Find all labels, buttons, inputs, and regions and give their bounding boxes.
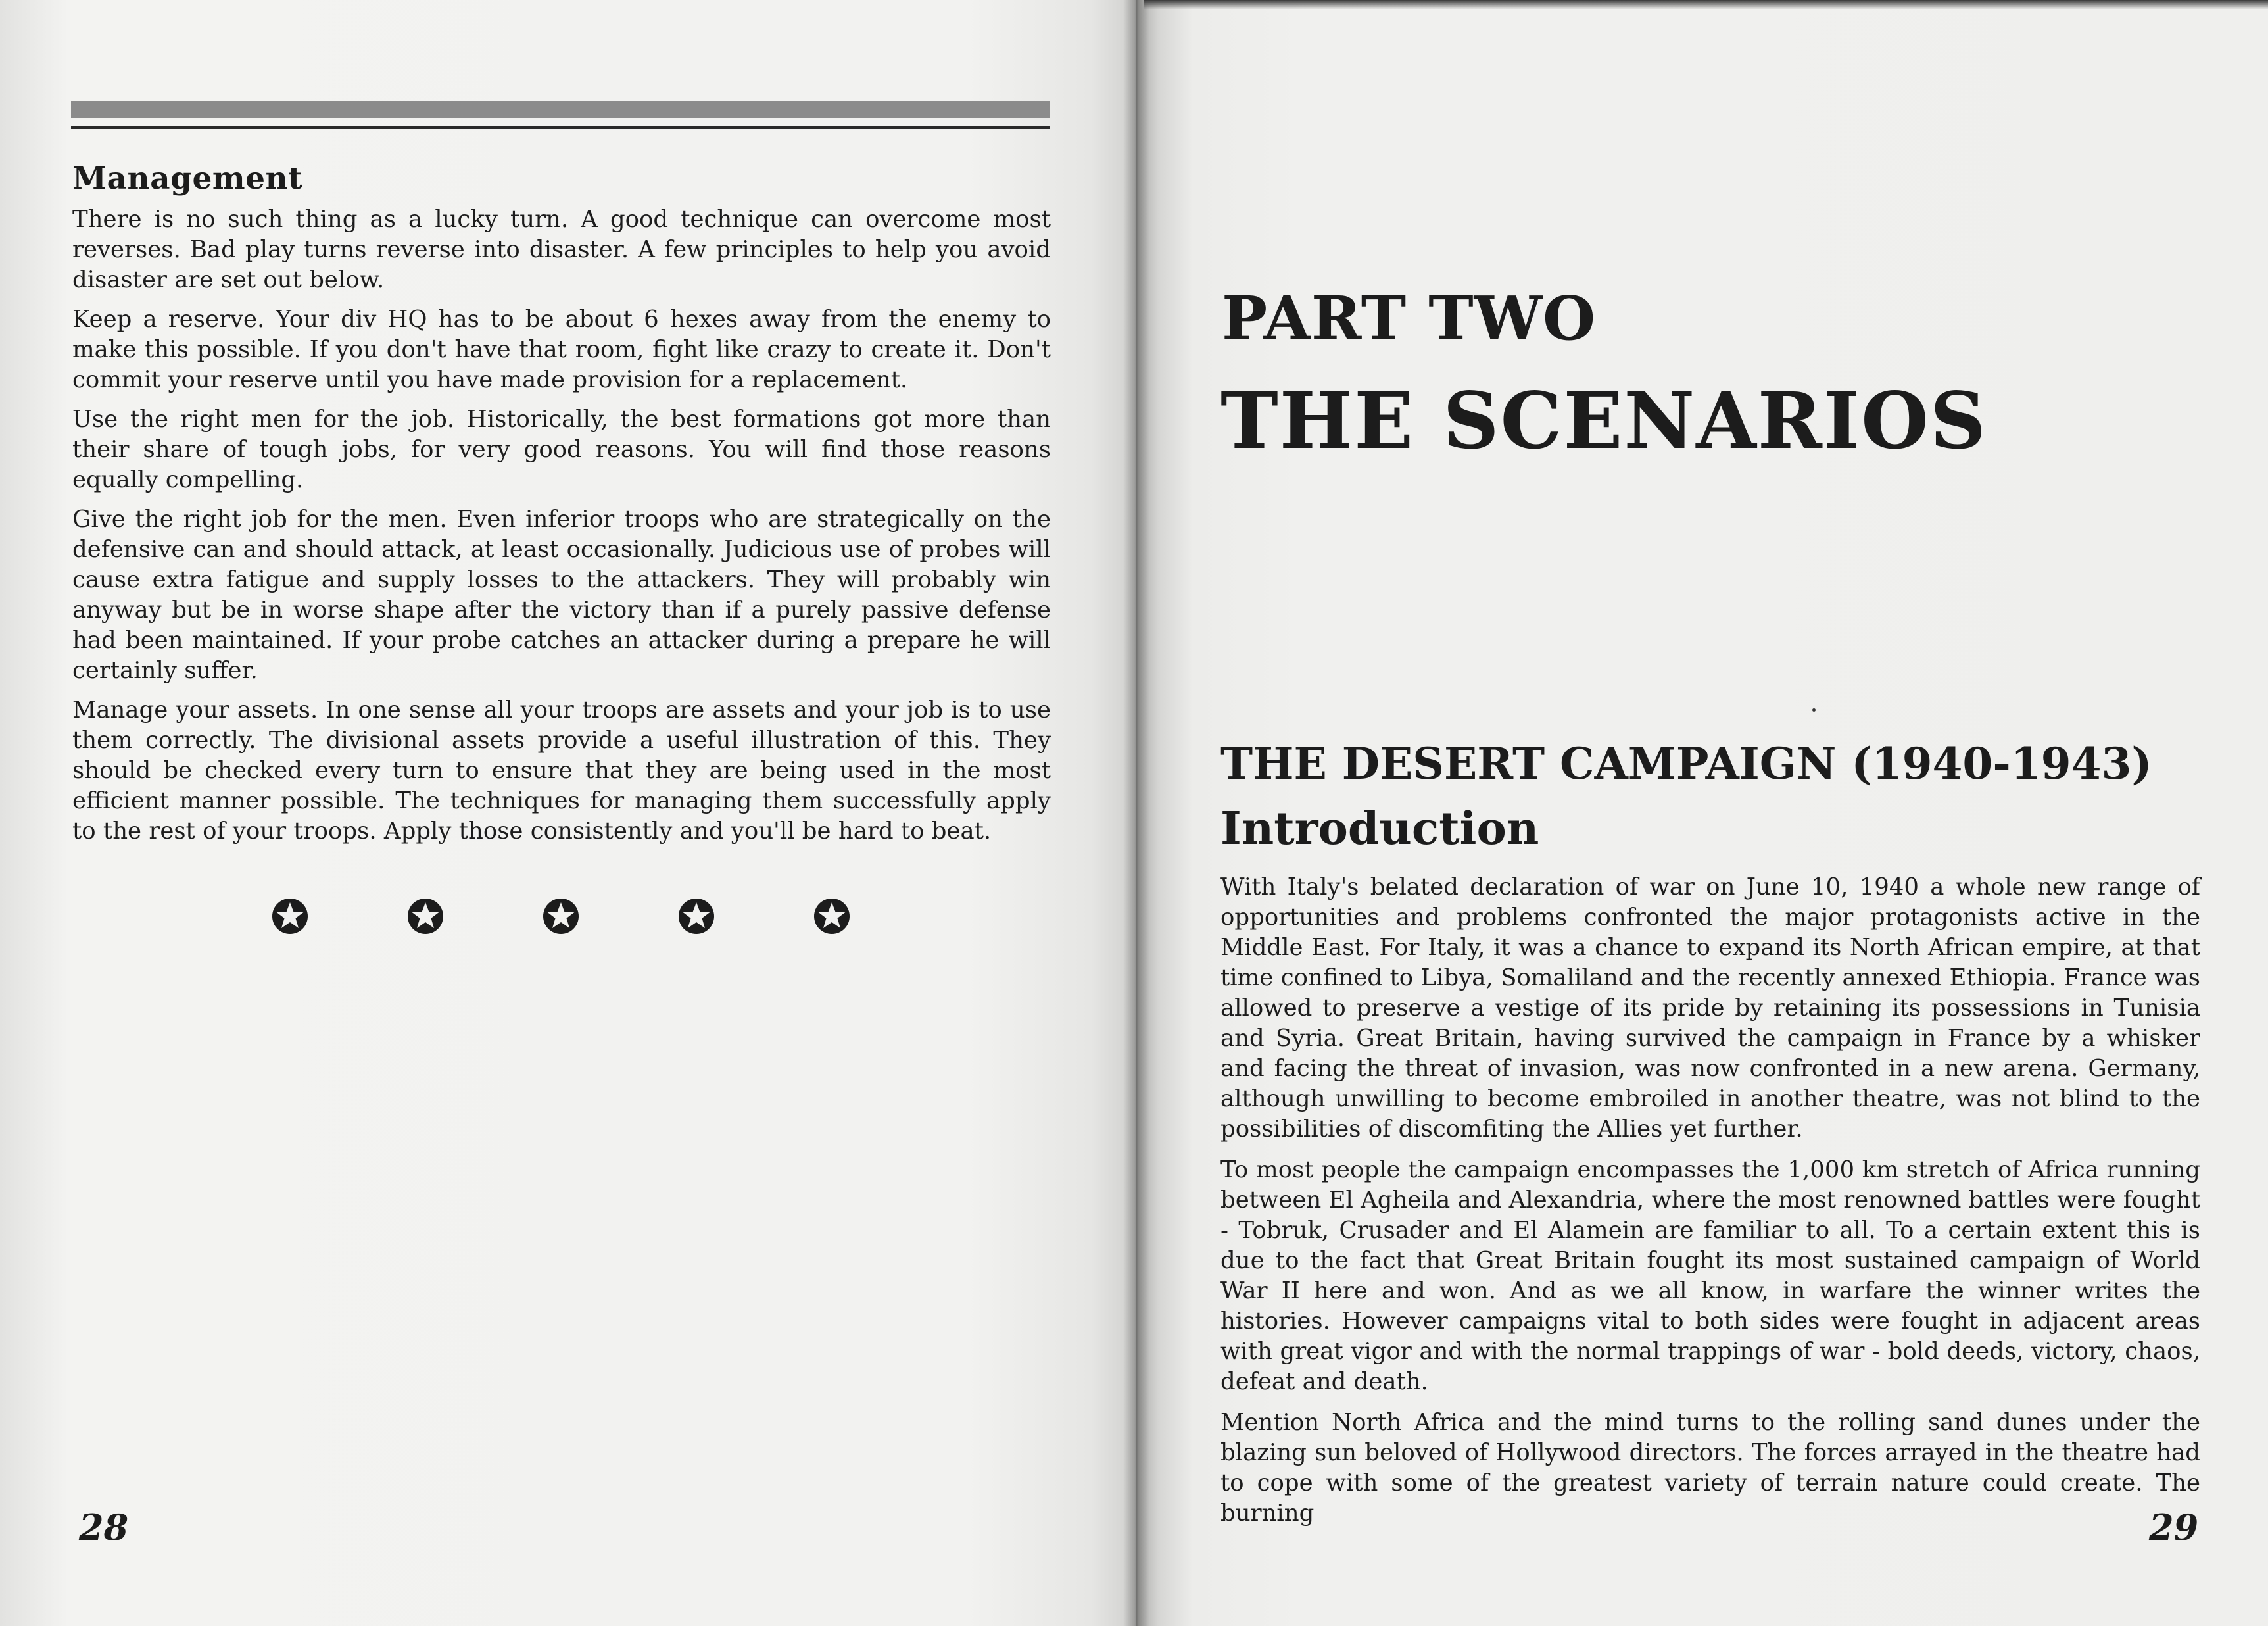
right-page (1136, 0, 2268, 1626)
paragraph: Manage your assets. In one sense all your troops are assets and your job is to use them correctly. The divisional assets provide a useful illustration of this. They should be checked every turn to ensure that they are being used in the most efficient manner possible. The techniques for managing them successfully apply to the rest of your troops. Apply those consistently and you'll be hard to beat. (72, 697, 1051, 845)
speck (1812, 708, 1816, 712)
star-icon (405, 896, 446, 937)
star-icon (811, 896, 852, 937)
section-heading: Management (72, 160, 303, 197)
star-icon (676, 896, 717, 937)
header-bar (71, 101, 1050, 118)
page-number-right: 29 (2149, 1506, 2199, 1548)
part-title: THE SCENARIOS (1220, 375, 1988, 466)
paragraph: Use the right men for the job. Historically, the best formations got more than their share of tough jobs, for very good reasons. You will find those reasons equally compelling. (72, 406, 1051, 493)
paragraph: Give the right job for the men. Even inferior troops who are strategically on the defensive can and should attack, at least occasionally. Judicious use of probes will cause extra fatigue and supply losses to the attackers. They will probably win anyway but be in worse shape after the victory than if a purely passive defense had been maintained. If your probe catches an attacker during a prepare he will certainly suffer. (72, 506, 1051, 684)
star-icon (541, 896, 581, 937)
paragraph: There is no such thing as a lucky turn. A good technique can overcome most reverses. Bad play turns reverse into disaster. A few principles to help you avoid disaster are set out below. (72, 206, 1051, 293)
paragraph: Mention North Africa and the mind turns to the rolling sand dunes under the blazing sun beloved of Hollywood directors. The forces arrayed in the theatre had to cope with some of the greatest variety of terrain nature could create. The burning (1220, 1409, 2200, 1527)
book-gutter (1123, 0, 1149, 1626)
star-divider (270, 896, 861, 942)
part-label: PART TWO (1222, 283, 1597, 354)
star-icon (270, 896, 310, 937)
paragraph: Keep a reserve. Your div HQ has to be about 6 hexes away from the enemy to make this possible. If you don't have that room, fight like crazy to create it. Don't commit your reserve until you have made provision for a replacement. (72, 306, 1051, 393)
paragraph: With Italy's belated declaration of war on June 10, 1940 a whole new range of opportunities and problems confronted the major protagonists active in the Middle East. For Italy, it was a chance to expand its North African empire, at that time confined to Libya, Somaliland and the recently annexed Ethiopia. France was allowed to preserve a vestige of its pride by retaining its possessions in Tunisia and Syria. Great Britain, having survived the campaign in France by a whisker and facing the threat of invasion, was now confronted in a new arena. Germany, although unwilling to become embroiled in another theatre, was not blind to the possibilities of discomfiting the Allies yet further. (1220, 874, 2200, 1143)
header-rule (71, 126, 1050, 129)
page-edge-shadow (1144, 0, 2268, 9)
left-page-body (72, 160, 1051, 856)
page-number-left: 28 (79, 1506, 129, 1548)
right-page-body (1220, 872, 2200, 1539)
paragraph: To most people the campaign encompasses the 1,000 km stretch of Africa running between El Agheila and Alexandria, where the most renowned battles were fought - Tobruk, Crusader and El Alamein are familiar to all. To a certain extent this is due to the fact that Great Britain fought its most sustained campaign of World War II here and won. And as we all know, in warfare the winner writes the histories. However campaigns vital to both sides were fought in adjacent areas with great vigor and with the normal trappings of war - bold deeds, victory, chaos, defeat and death. (1220, 1156, 2200, 1395)
campaign-title: THE DESERT CAMPAIGN (1940-1943) (1220, 738, 2152, 789)
introduction-heading: Introduction (1220, 802, 1539, 855)
